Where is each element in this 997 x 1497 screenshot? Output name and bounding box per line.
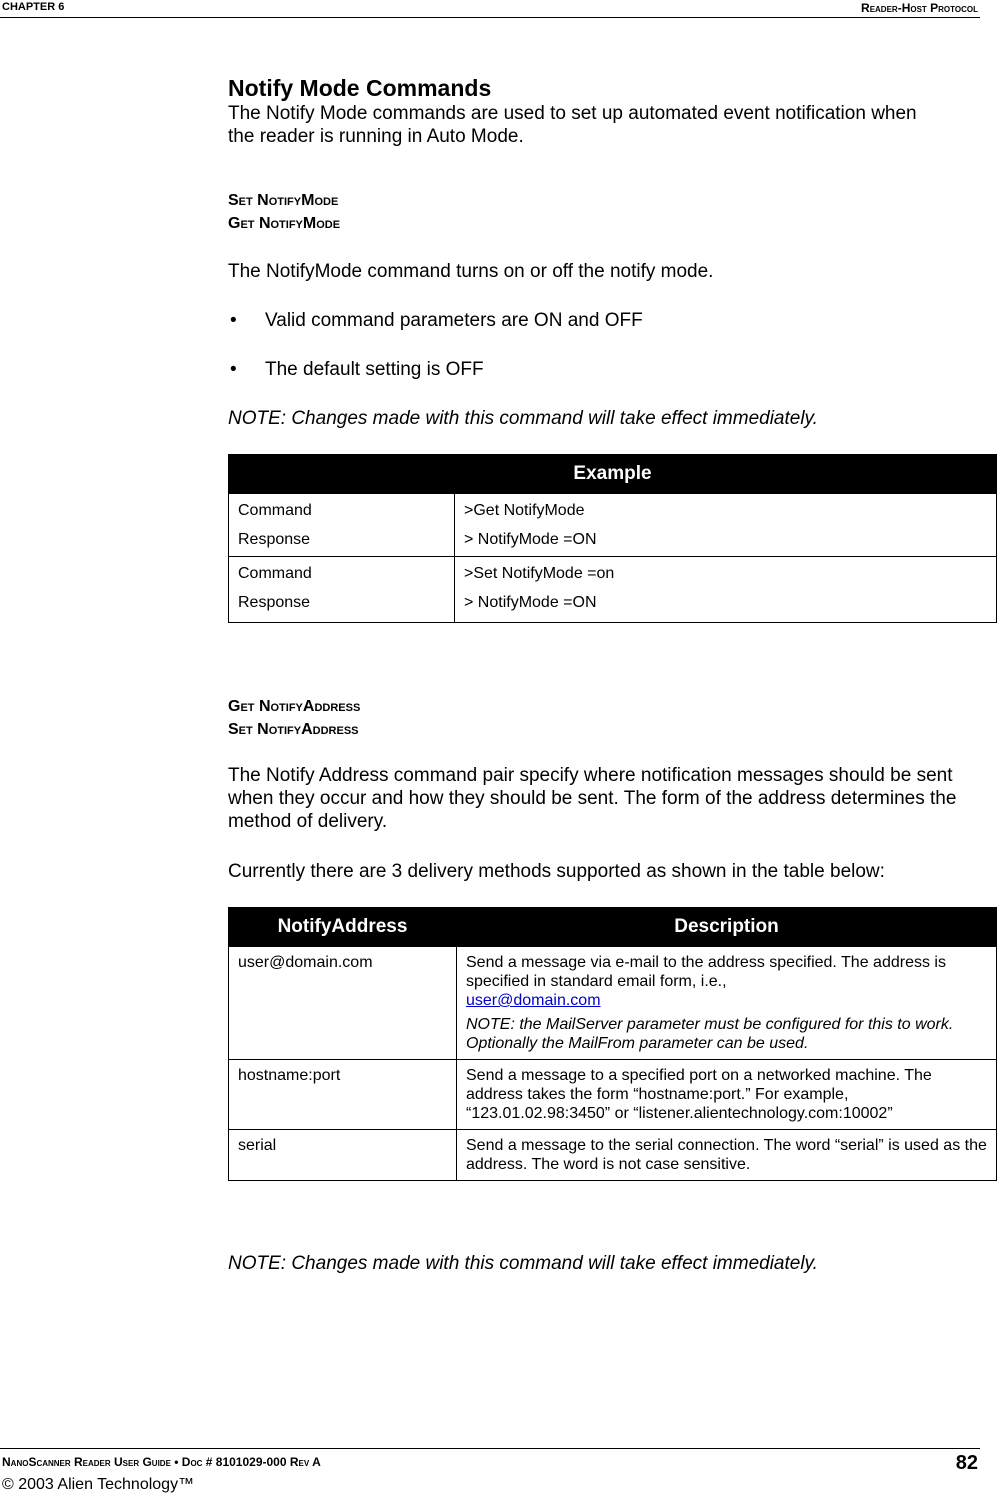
- page-header: [0, 0, 980, 18]
- description-cell: Send a message via e-mail to the address specified. The address is specified in standard email form, i.e., user@domain.com NOTE: the MailServer parameter must be configured for this to work. Optionally the MailFrom parameter can be used.: [457, 947, 997, 1060]
- address-cell: serial: [229, 1130, 457, 1181]
- table-row: [229, 1130, 997, 1181]
- notifyaddress-methods-text: Currently there are 3 delivery methods supported as shown in the table below:: [228, 861, 885, 882]
- column-header-notifyaddress: NotifyAddress: [229, 908, 457, 947]
- mailserver-note: NOTE: the MailServer parameter must be configured for this to work. Optionally the MailFrom parameter can be used.: [466, 1016, 954, 1052]
- bullet-icon: •: [230, 310, 237, 331]
- notifymode-description: The NotifyMode command turns on or off the notify mode.: [228, 261, 714, 282]
- command-heading-get-notifyaddress: Get NotifyAddress: [228, 698, 361, 715]
- notifyaddress-table: [228, 907, 997, 1181]
- column-header-description: Description: [457, 908, 997, 947]
- table-row: Response > NotifyMode =ON: [229, 525, 997, 557]
- description-cell: Send a message to a specified port on a networked machine. The address takes the form “hostname:port.” For example, “123.01.02.98:3450” or “listener.alientechnology.com:10002”: [457, 1060, 997, 1130]
- page-footer: [0, 1448, 980, 1493]
- command-heading-set-notifymode: Set NotifyMode: [228, 192, 339, 209]
- table-row: [229, 1060, 997, 1130]
- table-row: Response > NotifyMode =ON: [229, 588, 997, 623]
- list-item: • The default setting is OFF: [230, 359, 484, 380]
- bullet-icon: •: [230, 359, 237, 380]
- address-cell: hostname:port: [229, 1060, 457, 1130]
- example-table-header: Example: [229, 455, 997, 494]
- section-label: Reader-Host Protocol: [861, 1, 978, 15]
- command-heading-get-notifymode: Get NotifyMode: [228, 215, 341, 232]
- email-link[interactable]: user@domain.com: [466, 992, 601, 1009]
- notifyaddress-description: The Notify Address command pair specify where notification messages should be sent when they occur and how they should be sent. The form of the address determines the method of delivery.: [228, 765, 957, 832]
- page-title: Notify Mode Commands: [228, 75, 492, 101]
- notifyaddress-note: NOTE: Changes made with this command will take effect immediately.: [228, 1253, 818, 1274]
- chapter-label: CHAPTER 6: [2, 1, 65, 13]
- list-item: • Valid command parameters are ON and OFF: [230, 310, 643, 331]
- table-row: Command >Get NotifyMode: [229, 494, 997, 526]
- notifymode-bullet-list: [228, 309, 993, 381]
- description-cell: Send a message to the serial connection. The word “serial” is used as the address. The word is not case sensitive.: [457, 1130, 997, 1181]
- notifymode-note: NOTE: Changes made with this command will take effect immediately.: [228, 408, 818, 429]
- address-cell: user@domain.com: [229, 947, 457, 1060]
- table-row: Command >Set NotifyMode =on: [229, 557, 997, 589]
- page-number: 82: [955, 1452, 978, 1474]
- footer-guide-title: NanoScanner Reader User Guide • Doc # 8101029-000 Rev A: [2, 1455, 321, 1469]
- copyright: © 2003 Alien Technology™: [2, 1476, 195, 1493]
- table-row: [229, 947, 997, 1060]
- page-content: [228, 74, 993, 1275]
- command-heading-set-notifyaddress: Set NotifyAddress: [228, 721, 359, 738]
- intro-paragraph: The Notify Mode commands are used to set up automated event notification when the reader is running in Auto Mode.: [228, 103, 917, 147]
- example-table: [228, 454, 997, 623]
